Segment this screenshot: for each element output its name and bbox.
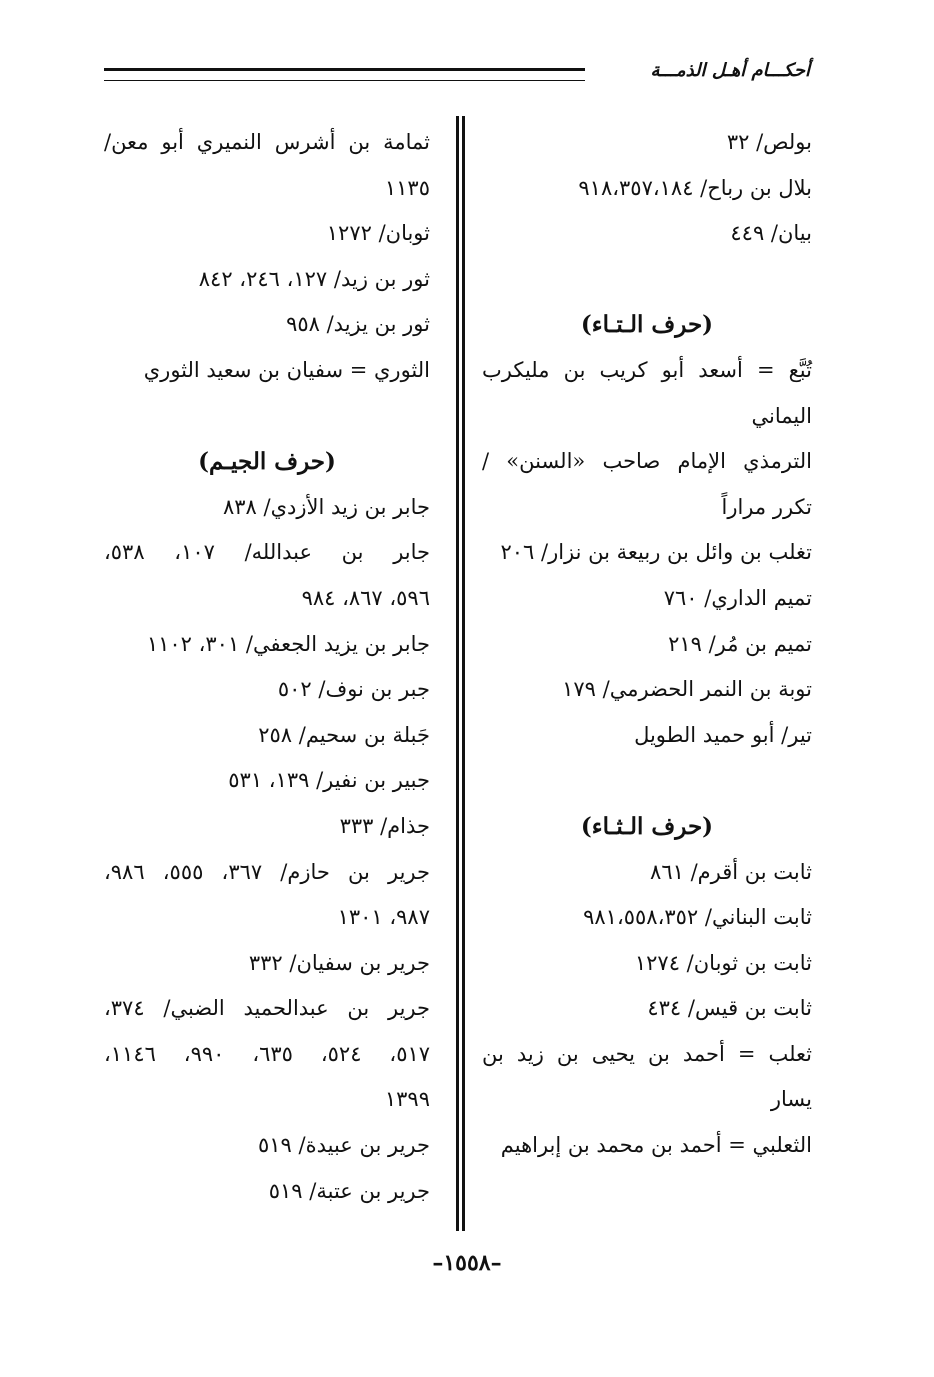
index-entry: ثور بن يزيد/ ٩٥٨ bbox=[286, 312, 430, 337]
index-entry: ٥٩٦، ٨٦٧، ٩٨٤ bbox=[301, 585, 430, 610]
page-number: –١٥٥٨– bbox=[432, 1250, 502, 1276]
index-entry: توبة بن النمر الحضرمي/ ١٧٩ bbox=[562, 677, 812, 702]
index-entry: جرير بن عبيدة/ ٥١٩ bbox=[257, 1133, 430, 1158]
index-entry: تغلب بن وائل بن ربيعة بن نزار/ ٢٠٦ bbox=[500, 540, 812, 565]
index-entry: جبير بن نفير/ ١٣٩، ٥٣١ bbox=[228, 768, 430, 793]
index-entry: الثعلبي = أحمد بن محمد بن إبراهيم bbox=[500, 1133, 812, 1158]
index-entry: جرير بن عبدالحميد الضبي/ ٣٧٤، bbox=[104, 996, 430, 1021]
index-entry: جابر بن عبدالله/ ١٠٧، ٥٣٨، bbox=[104, 540, 430, 565]
header-double-rule bbox=[104, 68, 585, 81]
running-title: أحكـــام أهـل الذمـــة bbox=[650, 60, 810, 81]
index-entry: ثوبان/ ١٢٧٢ bbox=[326, 221, 430, 246]
index-entry: جذام/ ٣٣٣ bbox=[339, 813, 430, 838]
index-entry: ثابت بن ثوبان/ ١٢٧٤ bbox=[634, 950, 812, 975]
index-entry: تكرر مراراً bbox=[721, 494, 812, 519]
index-entry: جرير بن حازم/ ٣٦٧، ٥٥٥، ٩٨٦، bbox=[104, 859, 430, 884]
index-entry: ثور بن زيد/ ١٢٧، ٢٤٦، ٨٤٢ bbox=[198, 266, 430, 291]
index-entry: ٩٨٧، ١٣٠١ bbox=[337, 905, 430, 930]
index-entry: ثابت بن قيس/ ٤٣٤ bbox=[647, 996, 812, 1021]
index-entry: جرير بن عتبة/ ٥١٩ bbox=[268, 1178, 430, 1203]
index-column-left bbox=[104, 120, 430, 1214]
index-entry: الثوري = سفيان بن سعيد الثوري bbox=[143, 357, 430, 382]
section-heading: (حرف الـثـاء) bbox=[580, 812, 714, 840]
index-column-right bbox=[482, 120, 812, 1169]
index-entry: بولص/ ٣٢ bbox=[726, 130, 812, 154]
section-heading: (حرف الجيـم) bbox=[198, 448, 336, 476]
index-entry: جرير بن سفيان/ ٣٣٢ bbox=[248, 950, 430, 975]
index-entry: ثمامة بن أشرس النميري أبو معن/ bbox=[104, 130, 430, 154]
index-entry: تير/ أبو حميد الطويل bbox=[634, 722, 812, 747]
index-entry: اليماني bbox=[751, 403, 812, 428]
index-entry: بيان/ ٤٤٩ bbox=[730, 221, 812, 246]
index-entry: يسار bbox=[770, 1087, 812, 1112]
spacer-line bbox=[104, 394, 430, 440]
section-heading: (حرف الـتـاء) bbox=[580, 311, 714, 339]
index-entry: بلال بن رباح/ ٩١٨،٣٥٧،١٨٤ bbox=[578, 175, 812, 200]
spacer-line bbox=[482, 257, 812, 303]
index-entry: تميم الداري/ ٧٦٠ bbox=[663, 585, 812, 610]
index-entry: ثابت البناني/ ٩٨١،٥٥٨،٣٥٢ bbox=[583, 905, 812, 930]
page-header bbox=[104, 58, 810, 88]
index-entry: تُبَّع = أسعد أبو كريب بن مليكرب bbox=[482, 357, 812, 382]
index-entry: جابر بن زيد الأزدي/ ٨٣٨ bbox=[222, 494, 430, 519]
index-entry: ١١٣٥ bbox=[384, 175, 430, 200]
index-entry: جابر بن يزيد الجعفي/ ٣٠١، ١١٠٢ bbox=[146, 631, 430, 656]
column-divider bbox=[456, 116, 465, 1231]
index-entry: الترمذي الإمام صاحب «السنن» / bbox=[482, 449, 812, 474]
index-entry: تميم بن مُر/ ٢١٩ bbox=[668, 631, 812, 656]
index-entry: ثابت بن أقرم/ ٨٦١ bbox=[650, 859, 812, 884]
index-entry: جبر بن نوف/ ٥٠٢ bbox=[277, 677, 430, 702]
index-entry: ١٣٩٩ bbox=[384, 1087, 430, 1112]
index-entry: جَبلة بن سحيم/ ٢٥٨ bbox=[258, 722, 430, 747]
index-entry: ٥١٧، ٥٢٤، ٦٣٥، ٩٩٠، ١١٤٦، bbox=[104, 1041, 431, 1066]
index-entry: ثعلب = أحمد بن يحيى بن زيد بن bbox=[482, 1041, 812, 1066]
spacer-line bbox=[482, 758, 812, 804]
